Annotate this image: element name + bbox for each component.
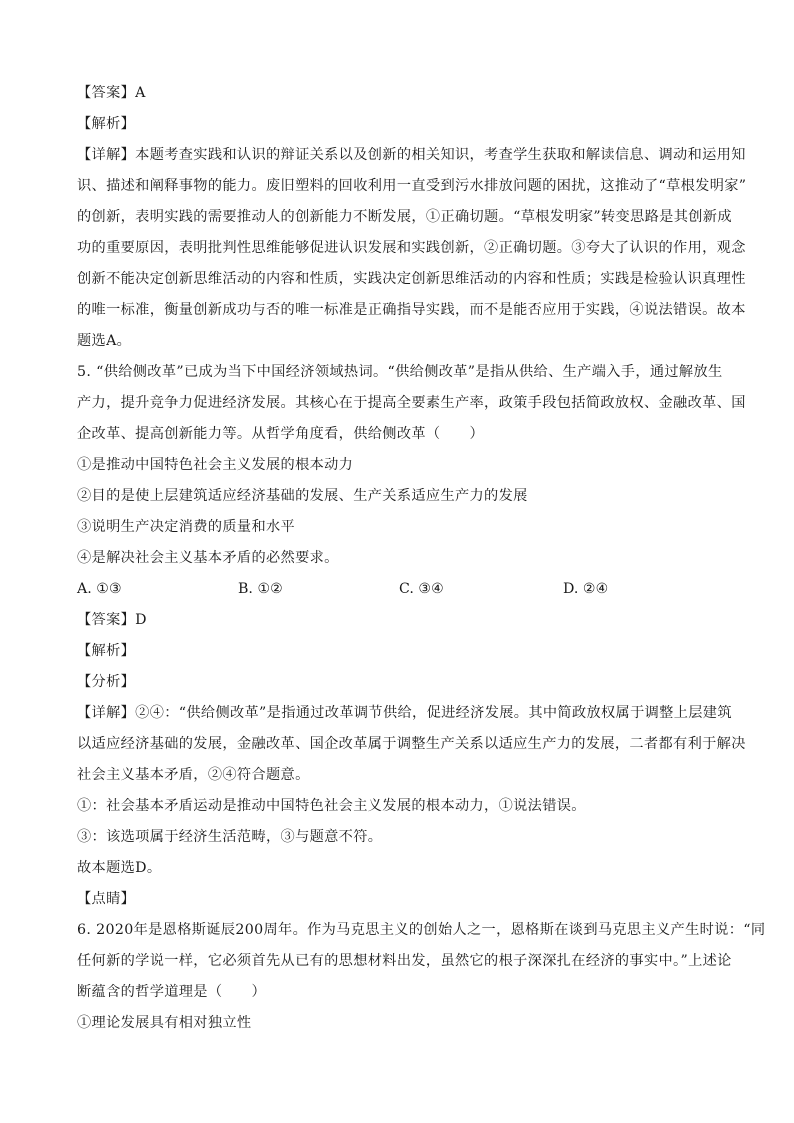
q5-fenxi-heading: 【分析】 xyxy=(77,674,136,690)
q5-option-a: A. ①③ xyxy=(77,581,122,597)
q4-detail-line: 的创新，表明实践的需要推动人的创新能力不断发展，①正确切题。“草根发明家”转变思路是其创新成 xyxy=(77,209,732,225)
q5-statement-2: ②目的是使上层建筑适应经济基础的发展、生产关系适应生产力的发展 xyxy=(77,488,528,504)
q6-statement-1: ①理论发展具有相对独立性 xyxy=(77,1015,252,1031)
q4-detail-line: 的唯一标准，衡量创新成功与否的唯一标准是正确指导实践，而不是能否应用于实践，④说法错误。故本 xyxy=(77,302,746,318)
q5-dianjing-heading: 【点睛】 xyxy=(77,891,136,907)
q5-detail-line: 故本题选D。 xyxy=(77,860,162,876)
q4-detail-line: 【详解】本题考查实践和认识的辩证关系以及创新的相关知识，考查学生获取和解读信息、调动和运用知 xyxy=(77,147,746,163)
q5-option-b: B. ①② xyxy=(238,581,283,597)
q5-option-c: C. ③④ xyxy=(399,581,444,597)
q5-statement-3: ③说明生产决定消费的质量和水平 xyxy=(77,519,296,535)
page-content xyxy=(77,78,766,1039)
q6-stem-line: 任何新的学说一样，它必须首先从已有的思想材料出发，虽然它的根子深深扎在经济的事实中。”上述论 xyxy=(77,953,732,969)
q6-stem-line: 6. 2020年是恩格斯诞辰200周年。作为马克思主义的创始人之一，恩格斯在谈到马克思主义产生时说：“同 xyxy=(77,922,766,938)
q5-option-d: D. ②④ xyxy=(563,581,609,597)
q5-answer: 【答案】D xyxy=(77,612,147,628)
q5-stem-line: 企改革、提高创新能力等。从哲学角度看，供给侧改革（ ） xyxy=(77,426,485,442)
q5-detail-line: 以适应经济基础的发展，金融改革、国企改革属于调整生产关系以适应生产力的发展，二者都有利于解决 xyxy=(77,736,746,752)
q5-detail-line: ③：该选项属于经济生活范畴，③与题意不符。 xyxy=(77,829,383,845)
q5-detail-line: 【详解】②④：“供给侧改革”是指通过改革调节供给，促进经济发展。其中简政放权属于调整上层建筑 xyxy=(77,705,732,721)
q5-options xyxy=(77,574,725,605)
q5-detail-line: 社会主义基本矛盾，②④符合题意。 xyxy=(77,767,310,783)
q4-detail-line: 功的重要原因，表明批判性思维能够促进认识发展和实践创新，②正确切题。③夸大了认识的作用，观念 xyxy=(77,240,746,256)
q4-detail-line: 创新不能决定创新思维活动的内容和性质，实践决定创新思维活动的内容和性质；实践是检验认识真理性 xyxy=(77,271,746,287)
q4-detail-line: 题选A。 xyxy=(77,333,132,349)
q4-detail-line: 识、描述和阐释事物的能力。废旧塑料的回收利用一直受到污水排放问题的困扰，这推动了“草根发明家” xyxy=(77,178,747,194)
q5-stem-line: 产力，提升竞争力促进经济发展。其核心在于提高全要素生产率，政策手段包括简政放权、金融改革、国 xyxy=(77,395,746,411)
q6-stem-line: 断蕴含的哲学道理是（ ） xyxy=(77,984,266,1000)
q5-statement-4: ④是解决社会主义基本矛盾的必然要求。 xyxy=(77,550,339,566)
q4-answer: 【答案】A xyxy=(77,85,146,101)
q5-detail-line: ①：社会基本矛盾运动是推动中国特色社会主义发展的根本动力，①说法错误。 xyxy=(77,798,586,814)
q5-stem-line: 5. “供给侧改革”已成为当下中国经济领域热词。“供给侧改革”是指从供给、生产端入手，通过解放生 xyxy=(77,364,723,380)
q5-analysis-heading: 【解析】 xyxy=(77,643,136,659)
q5-statement-1: ①是推动中国特色社会主义发展的根本动力 xyxy=(77,457,354,473)
q4-analysis-heading: 【解析】 xyxy=(77,116,136,132)
